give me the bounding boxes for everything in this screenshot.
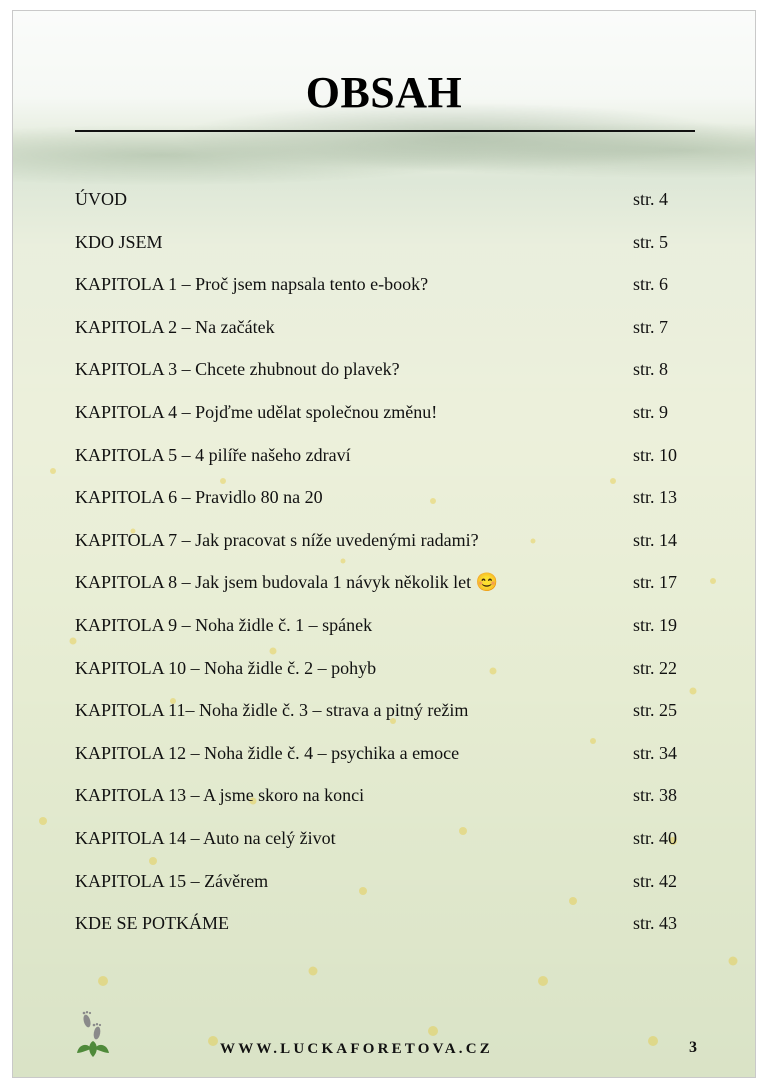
toc-entry-label: KAPITOLA 12 – Noha židle č. 4 – psychika a emoce xyxy=(75,742,460,763)
page-number: 3 xyxy=(689,1039,697,1056)
toc-entry-kapitola-2 xyxy=(75,309,695,352)
toc-entry-kapitola-14 xyxy=(75,820,695,863)
toc-entry-page: str. 34 xyxy=(633,742,678,763)
toc-entry-page: str. 4 xyxy=(633,189,669,209)
toc-entry-label: KAPITOLA 13 – A jsme skoro na konci xyxy=(75,785,365,806)
toc-entry-label: KDE SE POTKÁME xyxy=(75,913,230,934)
toc-entry-kapitola-12 xyxy=(75,735,695,778)
toc-entry-kapitola-6 xyxy=(75,479,695,522)
toc-entry-kapitola-9 xyxy=(75,607,695,650)
toc-entry-label: KAPITOLA 11– Noha židle č. 3 – strava a pitný režim xyxy=(75,700,469,721)
toc-entry-page: str. 42 xyxy=(633,870,678,891)
toc-entry-label: KAPITOLA 14 – Auto na celý život xyxy=(75,827,336,848)
toc-entry-kapitola-8 xyxy=(75,564,695,607)
footprints-leaves-logo-icon xyxy=(71,1009,115,1061)
toc-entry-label: KAPITOLA 2 – Na začátek xyxy=(75,316,275,337)
toc-entry-kapitola-10 xyxy=(75,650,695,693)
toc-entry-kapitola-13 xyxy=(75,777,695,820)
toc-entry-kapitola-15 xyxy=(75,863,695,906)
document-page xyxy=(12,10,756,1078)
toc-entry-page: str. 10 xyxy=(633,444,678,465)
toc-entry-kde-se-potkame xyxy=(75,905,695,948)
toc-entry-page: str. 43 xyxy=(633,913,678,934)
title-divider xyxy=(75,130,695,132)
toc-entry-label: KDO JSEM xyxy=(75,231,163,252)
toc-entry-page: str. 40 xyxy=(633,827,678,848)
toc-entry-page: str. 17 xyxy=(633,572,678,593)
toc-entry-page: str. 7 xyxy=(633,316,669,337)
toc-entry-label: KAPITOLA 4 – Pojďme udělat společnou změnu! xyxy=(75,401,438,422)
toc-entry-label: ÚVOD xyxy=(75,189,127,209)
toc-entry-page: str. 25 xyxy=(633,700,678,721)
toc-entry-page: str. 19 xyxy=(633,614,678,635)
toc-entry-page: str. 14 xyxy=(633,529,678,550)
toc-entry-page: str. 38 xyxy=(633,785,678,806)
toc-entry-kapitola-7 xyxy=(75,522,695,565)
toc-entry-page: str. 6 xyxy=(633,274,669,295)
toc-entry-label: KAPITOLA 7 – Jak pracovat s níže uvedenými radami? xyxy=(75,529,479,550)
toc-entry-kdo-jsem xyxy=(75,224,695,267)
toc-entry-label: KAPITOLA 15 – Závěrem xyxy=(75,870,269,891)
toc-entry-label: KAPITOLA 5 – 4 pilíře našeho zdraví xyxy=(75,444,351,465)
table-of-contents xyxy=(75,181,695,948)
toc-entry-label: KAPITOLA 8 – Jak jsem budovala 1 návyk několik let 😊 xyxy=(75,572,499,593)
toc-entry-label: KAPITOLA 3 – Chcete zhubnout do plavek? xyxy=(75,359,400,380)
toc-entry-kapitola-1 xyxy=(75,266,695,309)
toc-entry-page: str. 9 xyxy=(633,401,669,422)
toc-entry-kapitola-5 xyxy=(75,437,695,480)
toc-entry-page: str. 8 xyxy=(633,359,669,380)
toc-entry-label: KAPITOLA 10 – Noha židle č. 2 – pohyb xyxy=(75,657,377,678)
toc-entry-kapitola-3 xyxy=(75,351,695,394)
toc-entry-page: str. 5 xyxy=(633,231,669,252)
toc-entry-label: KAPITOLA 1 – Proč jsem napsala tento e-book? xyxy=(75,274,429,295)
page-title: OBSAH xyxy=(305,68,463,117)
toc-entry-uvod xyxy=(75,181,695,224)
toc-entry-kapitola-11 xyxy=(75,692,695,735)
toc-entry-label: KAPITOLA 6 – Pravidlo 80 na 20 xyxy=(75,487,323,508)
toc-entry-page: str. 13 xyxy=(633,487,678,508)
toc-entry-label: KAPITOLA 9 – Noha židle č. 1 – spánek xyxy=(75,614,373,635)
toc-entry-page: str. 22 xyxy=(633,657,678,678)
toc-entry-kapitola-4 xyxy=(75,394,695,437)
footer-website-url: WWW.LUCKAFORETOVA.CZ xyxy=(220,1041,493,1057)
